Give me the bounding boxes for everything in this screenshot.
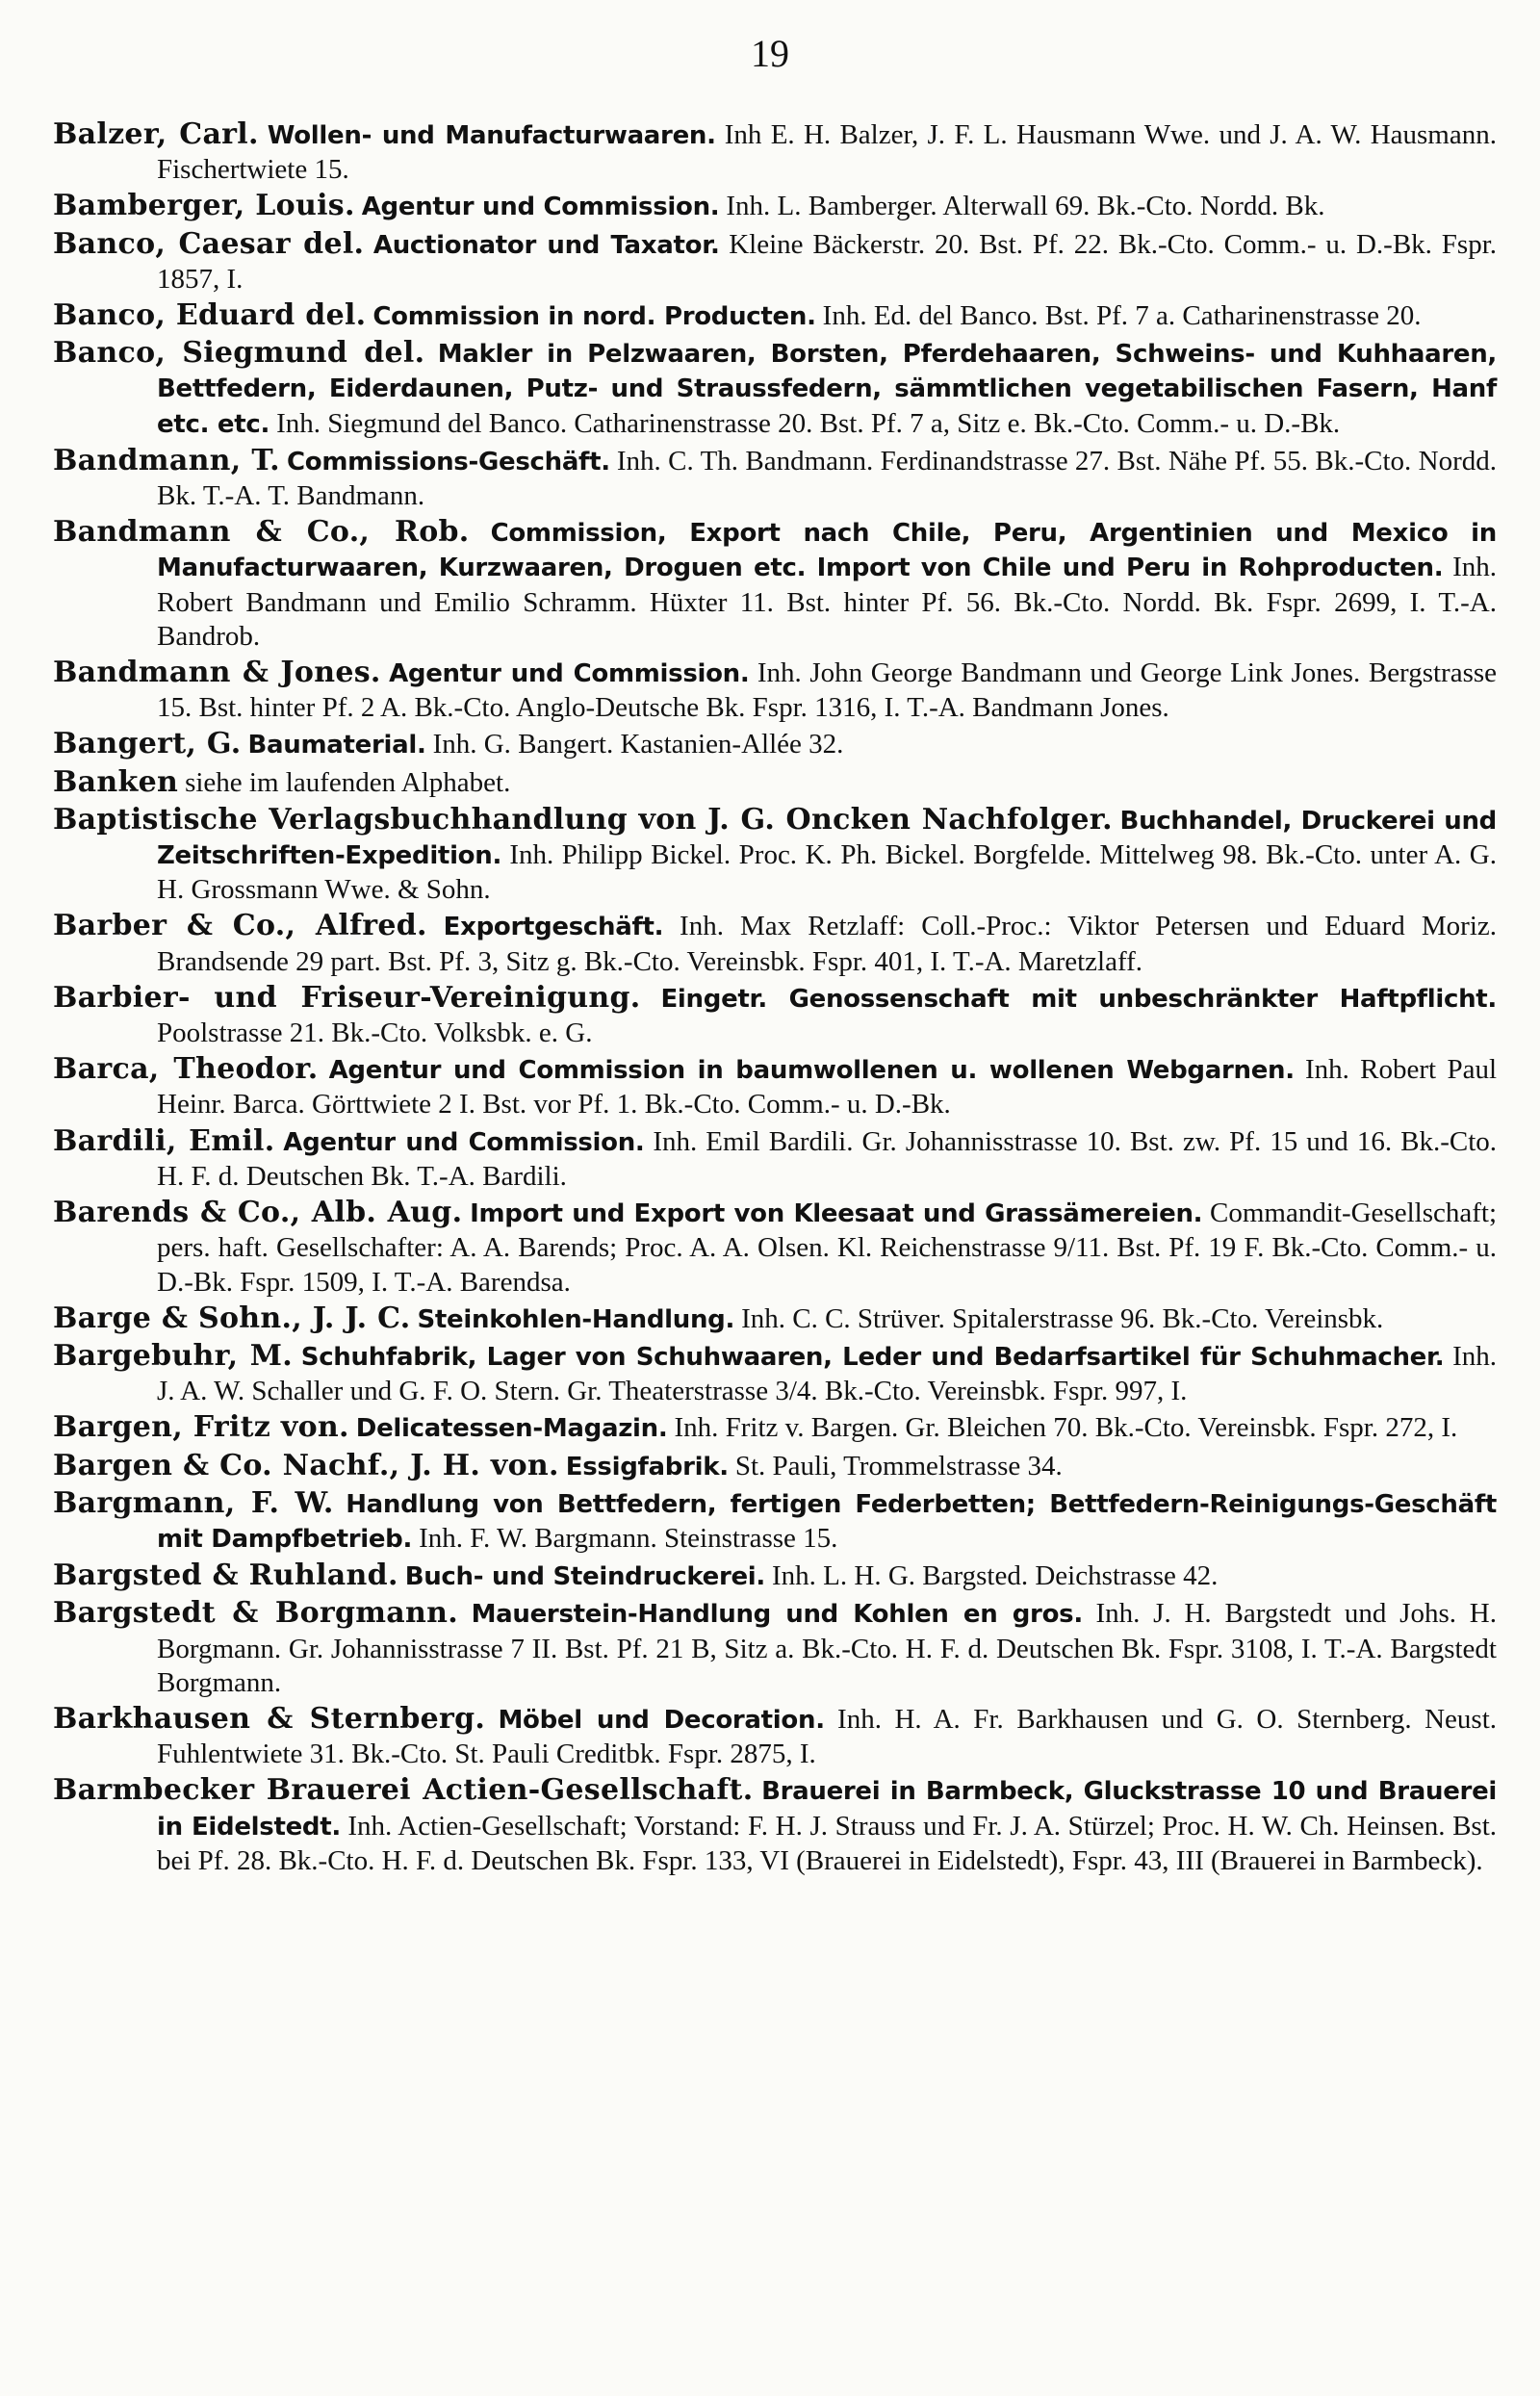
firm-name: Bandmann & Jones. (53, 656, 381, 690)
trade-description: Import und Export von Kleesaat und Grassämereien. (470, 1199, 1203, 1229)
trade-description: Agentur und Commission. (361, 193, 720, 222)
page-number: 19 (751, 32, 789, 75)
trade-description: Buch- und Steindruckerei. (404, 1562, 765, 1592)
entry-details: Commandit-Gesellschaft; pers. haft. Gesellschafter: A. A. Barends; Proc. A. A. Olsen. Kl. Reichenstrasse 9/11. Bst. Pf. 19 F. Bk.-Cto. Comm.- u. D.-Bk. Fspr. 1509, I. T.-A. Barendsa. (157, 1198, 1498, 1298)
directory-entry (53, 1052, 1497, 1121)
entry-details: Inh. Fritz v. Bargen. Gr. Bleichen 70. Bk.-Cto. Vereinsbk. Fspr. 272, I. (674, 1412, 1458, 1444)
trade-description: Buchhandel, Druckerei und Zeitschriften-Expedition. (157, 806, 1497, 871)
trade-description: Commission in nord. Producten. (372, 302, 816, 332)
directory-entry (53, 1410, 1497, 1446)
entry-details: Inh. J. H. Bargstedt und Johs. H. Borgmann. Gr. Johannisstrasse 7 II. Bst. Pf. 21 B, Sitz a. Bk.-Cto. H. F. d. Deutschen Bk. Fspr. 3108, I. T.-A. Bargstedt Borgmann. (157, 1598, 1497, 1698)
trade-description: Steinkohlen-Handlung. (417, 1304, 735, 1334)
firm-name: Balzer, Carl. (53, 117, 259, 151)
firm-name: Baptistische Verlagsbuchhandlung von J. G. Oncken Nachfolger. (53, 802, 1113, 837)
firm-name: Bangert, G. (53, 727, 242, 761)
directory-entry (53, 803, 1497, 908)
entry-details: Inh. C. C. Strüver. Spitalerstrasse 96. Bk.-Cto. Vereinsbk. (741, 1302, 1384, 1334)
trade-description: Delicatessen-Magazin. (355, 1414, 668, 1444)
directory-entry (53, 1773, 1497, 1878)
directory-entry (53, 656, 1497, 725)
entry-details: Inh. H. A. Fr. Barkhausen und G. O. Sternberg. Neust. Fuhlentwiete 31. Bk.-Cto. St. Pauli Creditbk. Fspr. 2875, I. (157, 1703, 1498, 1770)
entry-details: Inh. L. Bamberger. Alterwall 69. Bk.-Cto. Nordd. Bk. (726, 191, 1325, 222)
directory-entry (53, 1596, 1497, 1700)
trade-description: Schuhfabrik, Lager von Schuhwaaren, Leder und Bedarfsartikel für Schuhmacher. (300, 1342, 1445, 1372)
directory-entry (53, 1486, 1497, 1557)
entry-details: Inh. L. H. G. Bargsted. Deichstrasse 42. (772, 1560, 1219, 1592)
entry-details: St. Pauli, Trommelstrasse 34. (734, 1450, 1063, 1481)
directory-entry (53, 1559, 1497, 1594)
firm-name: Bargebuhr, M. (53, 1338, 294, 1373)
directory-entry (53, 1124, 1497, 1194)
directory-entry (53, 444, 1497, 513)
trade-description: Exportgeschäft. (443, 913, 664, 942)
directory-entry (53, 1449, 1497, 1484)
entry-details: Inh. Robert Paul Heinr. Barca. Görttwiete 2 I. Bst. vor Pf. 1. Bk.-Cto. Comm.- u. D.-Bk. (157, 1054, 1497, 1121)
firm-name: Barends & Co., Alb. Aug. (53, 1196, 463, 1230)
firm-name: Bargen & Co. Nachf., J. H. von. (53, 1448, 559, 1482)
trade-description: Makler in Pelzwaaren, Borsten, Pferdehaaren, Schweins- und Kuhhaaren, Bettfedern, Eiderdaunen, Putz- und Straussfedern, sämmtlichen vegetabilischen Fasern, Hanf etc. etc. (157, 340, 1497, 439)
trade-description: Auctionator und Taxator. (372, 230, 720, 260)
firm-name: Barbier- und Friseur-Vereinigung. (53, 980, 641, 1015)
entry-details: Inh. Ed. del Banco. Bst. Pf. 7 a. Catharinenstrasse 20. (822, 300, 1422, 332)
directory-entry (53, 1339, 1497, 1408)
firm-name: Bandmann & Co., Rob. (53, 515, 470, 550)
firm-name: Bargstedt & Borgmann. (53, 1596, 459, 1631)
entry-details: Kleine Bäckerstr. 20. Bst. Pf. 22. Bk.-Cto. Comm.- u. D.-Bk. Fspr. 1857, I. (157, 228, 1498, 295)
directory-entry (53, 298, 1497, 334)
firm-name: Banco, Caesar del. (53, 226, 365, 261)
trade-description: Wollen- und Manufacturwaaren. (267, 121, 716, 150)
firm-name: Bardili, Emil. (53, 1123, 275, 1158)
directory-entry (53, 336, 1497, 442)
trade-description: Eingetr. Genossenschaft mit unbeschränkter Haftpflicht. (660, 984, 1498, 1014)
firm-name: Bamberger, Louis. (53, 189, 355, 223)
trade-description: Essigfabrik. (565, 1452, 729, 1481)
entry-details: Inh. C. Th. Bandmann. Ferdinandstrasse 27. Bst. Nähe Pf. 55. Bk.-Cto. Nordd. Bk. T.-A. T. Bandmann. (157, 445, 1497, 512)
entry-details: Inh. Emil Bardili. Gr. Johannisstrasse 10. Bst. zw. Pf. 15 und 16. Bk.-Cto. H. F. d. Deutschen Bk. T.-A. Bardili. (157, 1125, 1498, 1192)
firm-name: Bargmann, F. W. (53, 1485, 334, 1520)
entry-details: Inh. G. Bangert. Kastanien-Allée 32. (432, 729, 844, 760)
directory-entry (53, 727, 1497, 762)
entry-details: Inh. Max Retzlaff: Coll.-Proc.: Viktor Petersen und Eduard Moriz. Brandsende 29 part. Bst. Pf. 3, Sitz g. Bk.-Cto. Vereinsbk. Fspr. 401, I. T.-A. Maretzlaff. (157, 911, 1498, 977)
firm-name: Banco, Eduard del. (53, 298, 367, 333)
directory-entry (53, 1702, 1497, 1771)
trade-description: Agentur und Commission. (389, 659, 750, 689)
entry-details: siehe im laufenden Alphabet. (185, 766, 511, 798)
directory-entry (53, 909, 1497, 978)
firm-name: Bargen, Fritz von. (53, 1410, 349, 1445)
trade-description: Commissions-Geschäft. (287, 447, 610, 477)
trade-description: Commission, Export nach Chile, Peru, Argentinien und Mexico in Manufacturwaaren, Kurzwaaren, Droguen etc. Import von Chile und Peru in Rohproducten. (157, 519, 1498, 583)
firm-name: Barca, Theodor. (53, 1052, 319, 1087)
entry-details: Inh. Robert Bandmann und Emilio Schramm. Hüxter 11. Bst. hinter Pf. 56. Bk.-Cto. Nordd. Bk. Fspr. 2699, I. T.-A. Bandrob. (157, 552, 1497, 652)
entry-details: Poolstrasse 21. Bk.-Cto. Volksbk. e. G. (157, 1018, 593, 1049)
directory-entry (53, 1196, 1497, 1300)
trade-description: Agentur und Commission in baumwollenen u. wollenen Webgarnen. (328, 1056, 1295, 1086)
firm-name: Barge & Sohn., J. J. C. (53, 1301, 411, 1335)
firm-name: Barber & Co., Alfred. (53, 909, 427, 943)
entry-details: Inh. Philipp Bickel. Proc. K. Ph. Bickel. Borgfelde. Mittelweg 98. Bk.-Cto. unter A. G. H. Grossmann Wwe. & Sohn. (157, 839, 1498, 906)
firm-name: Bargsted & Ruhland. (53, 1559, 398, 1593)
firm-name: Bandmann, T. (53, 443, 280, 477)
directory-entry (53, 117, 1497, 187)
trade-description: Möbel und Decoration. (498, 1705, 825, 1735)
entry-details: Inh. F. W. Bargmann. Steinstrasse 15. (419, 1522, 838, 1554)
directory-entry (53, 765, 1497, 801)
trade-description: Handlung von Bettfedern, fertigen Federbetten; Bettfedern-Reinigungs-Geschäft mit Dampfbetrieb. (157, 1489, 1497, 1554)
entry-details: Inh E. H. Balzer, J. F. L. Hausmann Wwe. und J. A. W. Hausmann. Fischertwiete 15. (157, 119, 1497, 186)
directory-entry (53, 227, 1497, 296)
trade-description: Agentur und Commission. (283, 1127, 645, 1157)
directory-entries (53, 117, 1497, 1880)
trade-description: Brauerei in Barmbeck, Gluckstrasse 10 und Brauerei in Eidelstedt. (157, 1777, 1498, 1842)
directory-entry (53, 189, 1497, 224)
entry-details: Inh. Actien-Gesellschaft; Vorstand: F. H. J. Strauss und Fr. J. A. Stürzel; Proc. H. W. Ch. Heinsen. Bst. bei Pf. 28. Bk.-Cto. H. F. d. Deutschen Bk. Fspr. 133, VI (Brauerei in Eidelstedt), Fspr. 43, III (Brauerei in Barmbeck). (157, 1810, 1498, 1876)
firm-name: Barmbecker Brauerei Actien-Gesellschaft. (53, 1773, 754, 1808)
directory-entry (53, 1301, 1497, 1337)
trade-description: Mauerstein-Handlung und Kohlen en gros. (471, 1600, 1083, 1630)
directory-entry (53, 981, 1497, 1050)
entry-details: Inh. Siegmund del Banco. Catharinenstrasse 20. Bst. Pf. 7 a, Sitz e. Bk.-Cto. Comm.- u. D.-Bk. (276, 407, 1341, 439)
firm-name: Banco, Siegmund del. (53, 336, 425, 371)
trade-description: Baumaterial. (247, 731, 426, 760)
entry-details: Inh. J. A. W. Schaller und G. F. O. Stern. Gr. Theaterstrasse 3/4. Bk.-Cto. Vereinsbk. Fspr. 997, I. (157, 1340, 1498, 1407)
firm-name: Banken (53, 764, 179, 799)
firm-name: Barkhausen & Sternberg. (53, 1701, 486, 1736)
directory-entry (53, 515, 1497, 654)
entry-details: Inh. John George Bandmann und George Link Jones. Bergstrasse 15. Bst. hinter Pf. 2 A. Bk.-Cto. Anglo-Deutsche Bk. Fspr. 1316, I. T.-A. Bandmann Jones. (157, 657, 1498, 724)
